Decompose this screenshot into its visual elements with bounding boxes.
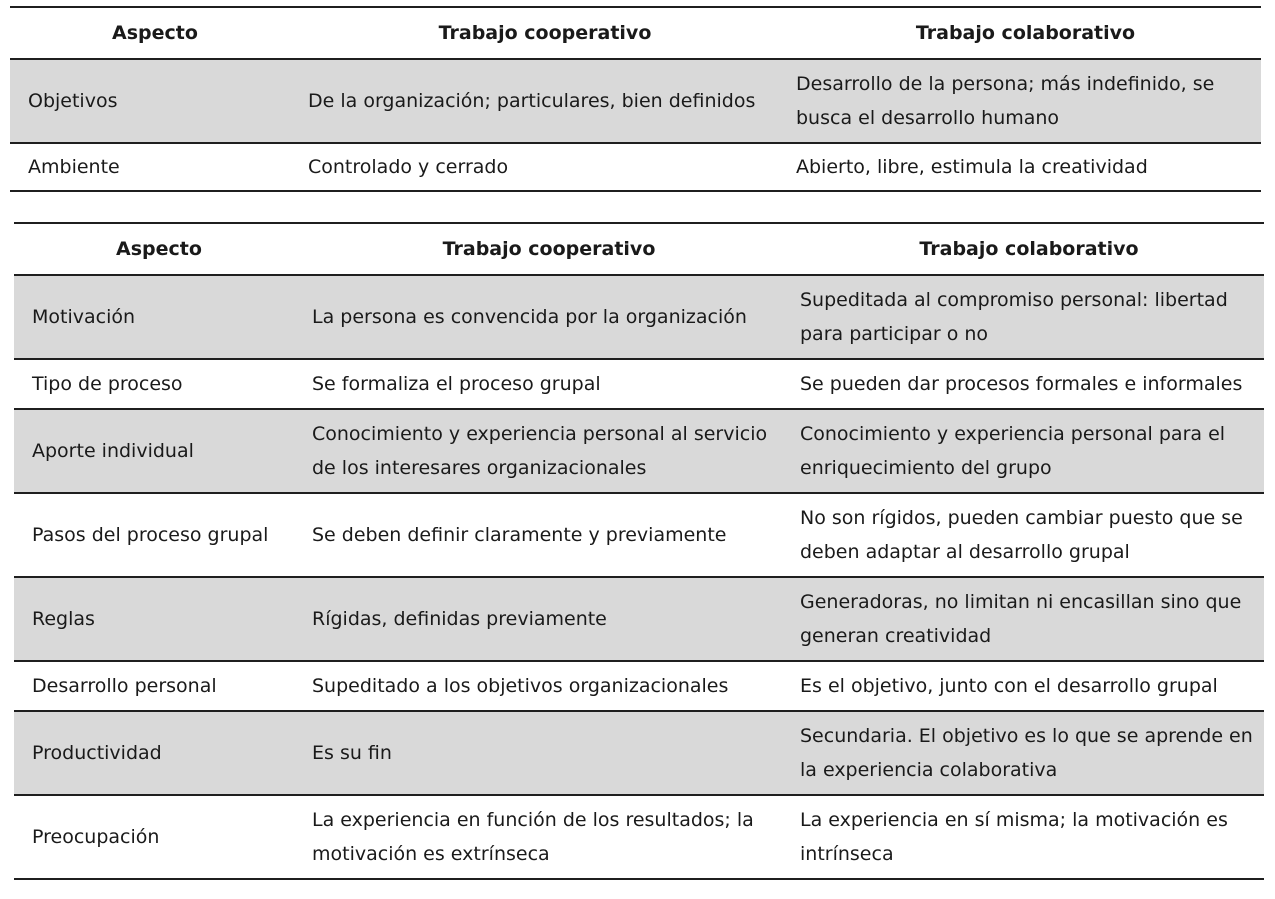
header-trabajo-cooperativo: Trabajo cooperativo	[304, 223, 794, 275]
table-row	[14, 275, 1264, 359]
table-header-row	[14, 223, 1264, 275]
row-cooperative: Conocimiento y experiencia personal al servicio de los interesares organizacionales	[304, 409, 794, 493]
header-aspecto: Aspecto	[14, 223, 304, 275]
table-row	[14, 795, 1264, 879]
table-row	[10, 59, 1261, 143]
row-aspect: Pasos del proceso grupal	[14, 493, 304, 577]
row-collaborative: Se pueden dar procesos formales e informales	[794, 359, 1264, 409]
comparison-table-1	[10, 6, 1261, 192]
row-collaborative: Es el objetivo, junto con el desarrollo grupal	[794, 661, 1264, 711]
header-trabajo-colaborativo: Trabajo colaborativo	[794, 223, 1264, 275]
row-cooperative: Rígidas, definidas previamente	[304, 577, 794, 661]
row-aspect: Desarrollo personal	[14, 661, 304, 711]
header-aspecto: Aspecto	[10, 7, 300, 59]
row-collaborative: La experiencia en sí misma; la motivación es intrínseca	[794, 795, 1264, 879]
row-aspect: Aporte individual	[14, 409, 304, 493]
row-cooperative: Se deben definir claramente y previamente	[304, 493, 794, 577]
row-collaborative: Abierto, libre, estimula la creatividad	[790, 143, 1261, 191]
row-collaborative: Conocimiento y experiencia personal para el enriquecimiento del grupo	[794, 409, 1264, 493]
row-aspect: Ambiente	[10, 143, 300, 191]
row-collaborative: Generadoras, no limitan ni encasillan sino que generan creatividad	[794, 577, 1264, 661]
table-row	[14, 577, 1264, 661]
table-row	[14, 661, 1264, 711]
row-cooperative: De la organización; particulares, bien definidos	[300, 59, 790, 143]
row-cooperative: Controlado y cerrado	[300, 143, 790, 191]
table-header-row	[10, 7, 1261, 59]
header-trabajo-colaborativo: Trabajo colaborativo	[790, 7, 1261, 59]
row-aspect: Productividad	[14, 711, 304, 795]
row-cooperative: La experiencia en función de los resultados; la motivación es extrínseca	[304, 795, 794, 879]
table-row	[14, 711, 1264, 795]
row-collaborative: Supeditada al compromiso personal: libertad para participar o no	[794, 275, 1264, 359]
row-aspect: Reglas	[14, 577, 304, 661]
row-aspect: Objetivos	[10, 59, 300, 143]
row-cooperative: Supeditado a los objetivos organizacionales	[304, 661, 794, 711]
comparison-table-2	[14, 222, 1264, 880]
table-row	[14, 409, 1264, 493]
table-row	[14, 359, 1264, 409]
row-cooperative: Se formaliza el proceso grupal	[304, 359, 794, 409]
row-collaborative: Secundaria. El objetivo es lo que se aprende en la experiencia colaborativa	[794, 711, 1264, 795]
header-trabajo-cooperativo: Trabajo cooperativo	[300, 7, 790, 59]
row-collaborative: No son rígidos, pueden cambiar puesto que se deben adaptar al desarrollo grupal	[794, 493, 1264, 577]
row-aspect: Motivación	[14, 275, 304, 359]
table-row	[14, 493, 1264, 577]
row-aspect: Tipo de proceso	[14, 359, 304, 409]
row-aspect: Preocupación	[14, 795, 304, 879]
table-row	[10, 143, 1261, 191]
row-cooperative: Es su fin	[304, 711, 794, 795]
row-cooperative: La persona es convencida por la organización	[304, 275, 794, 359]
row-collaborative: Desarrollo de la persona; más indefinido, se busca el desarrollo humano	[790, 59, 1261, 143]
